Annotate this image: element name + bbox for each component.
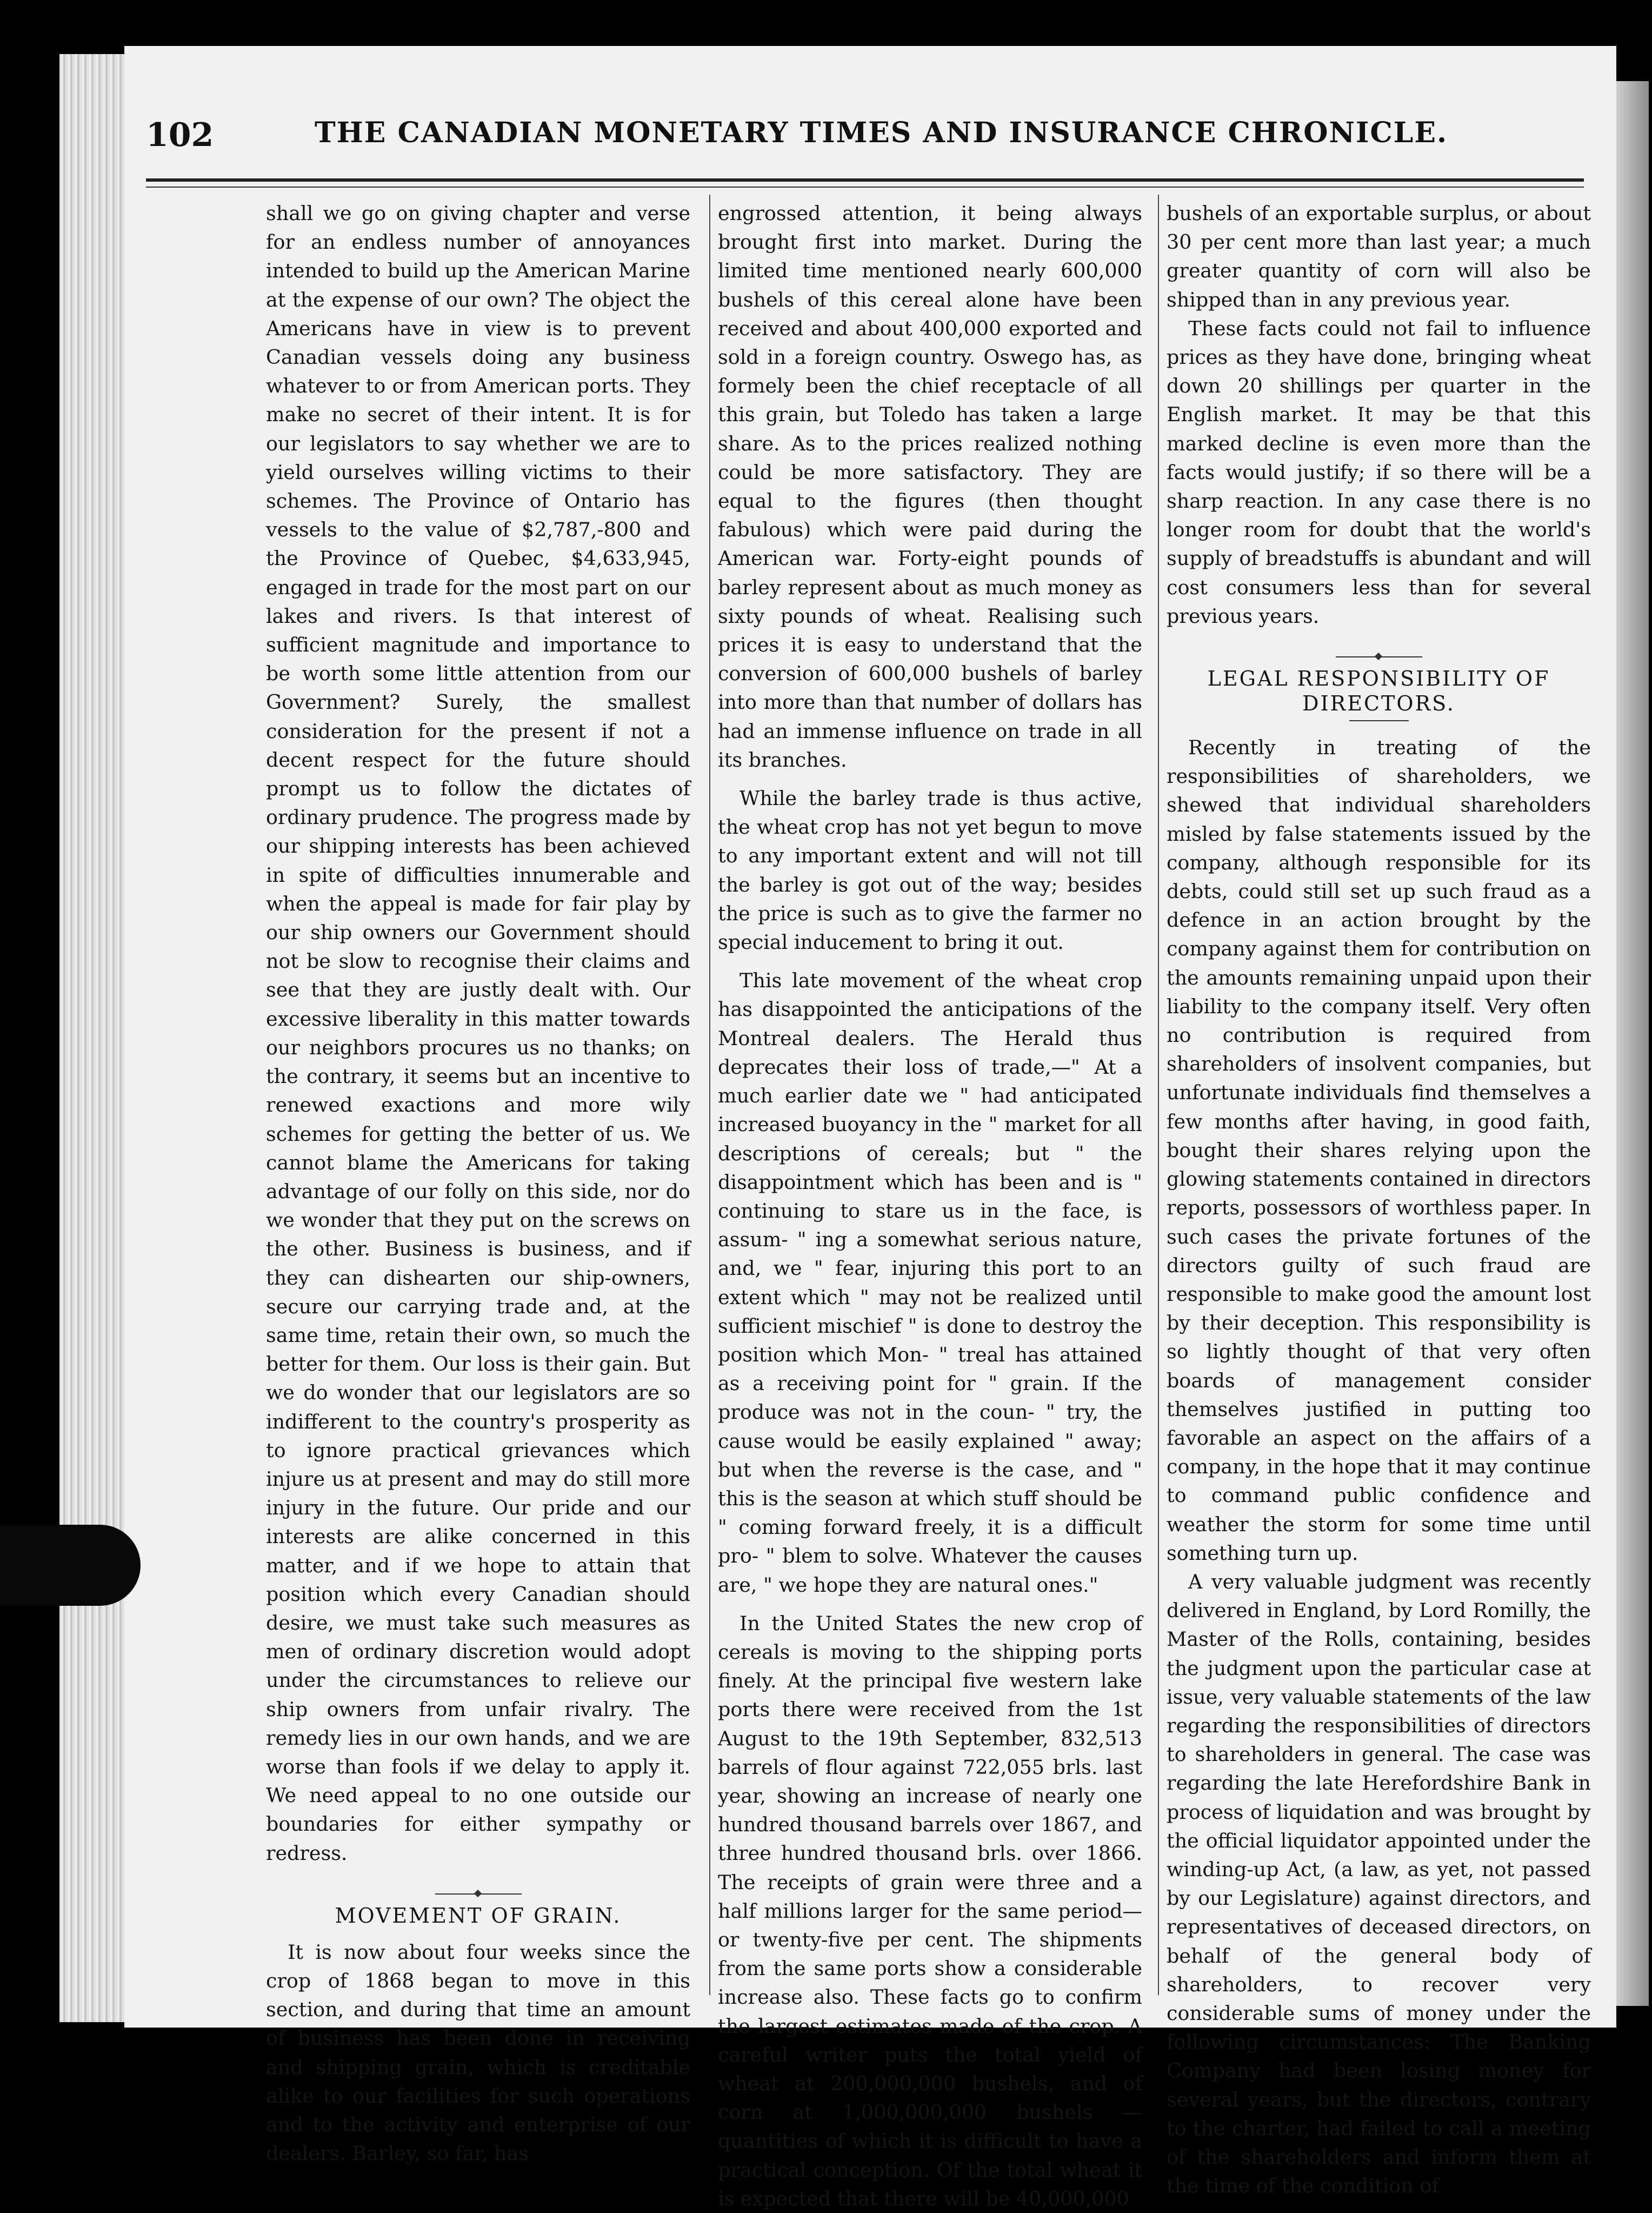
column-divider-1	[709, 195, 710, 1995]
column-1	[266, 199, 690, 2165]
column-1-paragraph-1: shall we go on giving chapter and verse for an endless number of annoyances intended to build up the American Marine at the expense of our own? The object the Americans have in view is to prevent Canadian vessels doing any business whatever to or from American ports. They make no secret of their intent. It is for our legislators to say whether we are to yield ourselves willing victims to their schemes. The Province of Ontario has vessels to the value of $2,787,-800 and the Province of Quebec, $4,633,945, engaged in trade for the most part on our lakes and rivers. Is that interest of sufficient magnitude and importance to be worth some little attention from our Government? Surely, the smallest consideration for the present if not a decent respect for the future should prompt us to follow the dictates of ordinary prudence. The progress made by our shipping interests has been achieved in spite of difficulties innumerable and when the appeal is made for fair play by our ship owners our Government should not be slow to recognise their claims and see that they are justly dealt with. Our excessive liberality in this matter towards our neighbors procures us no thanks; on the contrary, it seems but an incentive to renewed exactions and more wily schemes for getting the better of us. We cannot blame the Americans for taking advantage of our folly on this side, nor do we wonder that they put on the screws on the other. Business is business, and if they can dishearten our ship-owners, secure our carrying trade and, at the same time, retain their own, so much the better for them. Our loss is their gain. But we do wonder that our legislators are so indifferent to the country's prosperity as to ignore practical grievances which injure us at present and may do still more injury in the future. Our pride and our interests are alike concerned in this matter, and if we hope to attain that position which every Canadian should desire, we must take such measures as men of ordinary discretion would adopt under the circumstances to relieve our ship owners from unfair rivalry. The remedy lies in our own hands, and we are worse than fools if we delay to apply it. We need appeal to no one outside our boundaries for either sympathy or redress.	[266, 202, 690, 1865]
column-3	[1167, 199, 1591, 2198]
header-rule	[146, 178, 1584, 182]
page-right-edge	[1616, 81, 1649, 2006]
heading-line-1: LEGAL RESPONSIBILITY OF	[1207, 667, 1550, 691]
section-heading-movement-of-grain: MOVEMENT OF GRAIN.	[335, 1903, 622, 1928]
running-title: THE CANADIAN MONETARY TIMES AND INSURANCE CHRONICLE.	[314, 116, 1448, 149]
column-3-paragraph-2: These facts could not fail to influence prices as they have done, bringing wheat down 20 shillings per quarter in the English market. It may be that this marked decline is even more than the facts would justify; if so there will be a sharp reaction. In any case there is no longer room for doubt that the world's supply of breadstuffs is abundant and will cost consumers less than for several previous years.	[1167, 316, 1591, 628]
column-2	[718, 199, 1142, 2210]
header-rule-thin	[146, 187, 1584, 188]
column-2-paragraph-1: engrossed attention, it being always brought first into market. During the limited time mentioned nearly 600,000 bushels of this cereal alone have been received and about 400,000 exported and sold in a foreign country. Oswego has, as formely been the chief receptacle of all this grain, but Toledo has taken a large share. As to the prices realized nothing could be more satisfactory. They are equal to the figures (then thought fabulous) which were paid during the American war. Forty-eight pounds of barley represent about as much money as sixty pounds of wheat. Realising such prices it is easy to understand that the conversion of 600,000 bushels of barley into more than that number of dollars has had an immense influence on trade in all its branches.	[718, 202, 1142, 772]
book-page-edges	[59, 54, 124, 2022]
section-divider	[1167, 646, 1591, 657]
column-3-paragraph-4: A very valuable judgment was recently delivered in England, by Lord Romilly, the Master of the Rolls, containing, besides the judgment upon the particular case at issue, very valuable statements of the law regarding the responsibilities of directors to shareholders in general. The case was regarding the late Herefordshire Bank in process of liquidation and was brought by the official liquidator appointed under the winding-up Act, (a law, as yet, not passed by our Legislature) against directors, and representatives of deceased directors, on behalf of the general body of shareholders, to recover very considerable sums of money under the following circumstances: The Banking Company had been losing money for several years, but the directors, contrary to the charter, had failed to call a meeting of the shareholders and inform them at the time of the condition of	[1167, 1570, 1591, 2198]
page-number: 102	[146, 116, 214, 154]
column-2-paragraph-2: While the barley trade is thus active, the wheat crop has not yet begun to move to any important extent and will not till the barley is got out of the way; besides the price is such as to give the farmer no special inducement to bring it out.	[718, 787, 1142, 954]
column-divider-2	[1158, 195, 1159, 1995]
column-3-paragraph-3: Recently in treating of the responsibilities of shareholders, we shewed that individual shareholders misled by false statements issued by the company, although responsible for its debts, could still set up such fraud as a defence in an action brought by the company against them for contribution on the amounts remaining unpaid upon their liability to the company itself. Very often no contribution is required from shareholders of insolvent companies, but unfortunate individuals find themselves a few months after having, in good faith, bought their shares relying upon the glowing statements contained in directors reports, possessors of worthless paper. In such cases the private fortunes of the directors guilty of such fraud are responsible to make good the amount lost by their deception. This responsibility is so lightly thought of that very often boards of management consider themselves justified in putting too favorable an aspect on the affairs of a company, in the hope that it may continue to command public confidence and weather the storm for some time until something turn up.	[1167, 736, 1591, 1565]
page-header	[146, 116, 1448, 165]
column-2-paragraph-3: This late movement of the wheat crop has disappointed the anticipations of the Montreal dealers. The Herald thus deprecates their loss of trade,—" At a much earlier date we " had anticipated increased buoyancy in the " market for all descriptions of cereals; but " the disappointment which has been and is " continuing to stare us in the face, is assum- " ing a somewhat serious nature, and, we " fear, injuring this port to an extent which " may not be realized until sufficient mischief " is done to destroy the position which Mon- " treal has attained as a receiving point for " grain. If the produce was not in the coun- " try, the cause would be easily explained " away; but when the reverse is the case, and " this is the season at which stuff should be " coming forward freely, it is a difficult pro- " blem to solve. Whatever the causes are, " we hope they are natural ones."	[718, 969, 1142, 1597]
column-3-paragraph-1: bushels of an exportable surplus, or about 30 per cent more than last year; a much greater quantity of corn will also be shipped than in any previous year.	[1167, 202, 1591, 311]
section-divider	[266, 1883, 690, 1895]
column-1-paragraph-2: It is now about four weeks since the crop of 1868 began to move in this section, and during that time an amount of business has been done in receiving and shipping grain, which is creditable alike to our facilities for such operations and to the activity and enterprise of our dealers. Barley, so far, has	[266, 1940, 690, 2165]
thumb-shadow	[0, 1525, 141, 1606]
section-heading-legal-responsibility	[1167, 666, 1591, 716]
heading-underline	[1349, 720, 1409, 721]
column-2-paragraph-4: In the United States the new crop of cereals is moving to the shipping ports finely. At the principal five western lake ports there were received from the 1st August to the 19th September, 832,513 barrels of flour against 722,055 brls. last year, showing an increase of nearly one hundred thousand barrels over 1867, and three hundred thousand brls. over 1866. The receipts of grain were three and a half millions larger for the same period—or twenty-five per cent. The shipments from the same ports show a considerable increase also. These facts go to confirm the largest estimates made of the crop. A careful writer puts the total yield of wheat at 200,000,000 bushels, and of corn at 1,000,000,000 bushels —quantities of which it is difficult to have a practical conception. Of the total wheat it is expected that there will be 40,000,000	[718, 1611, 1142, 2210]
heading-line-2: DIRECTORS.	[1302, 692, 1455, 716]
